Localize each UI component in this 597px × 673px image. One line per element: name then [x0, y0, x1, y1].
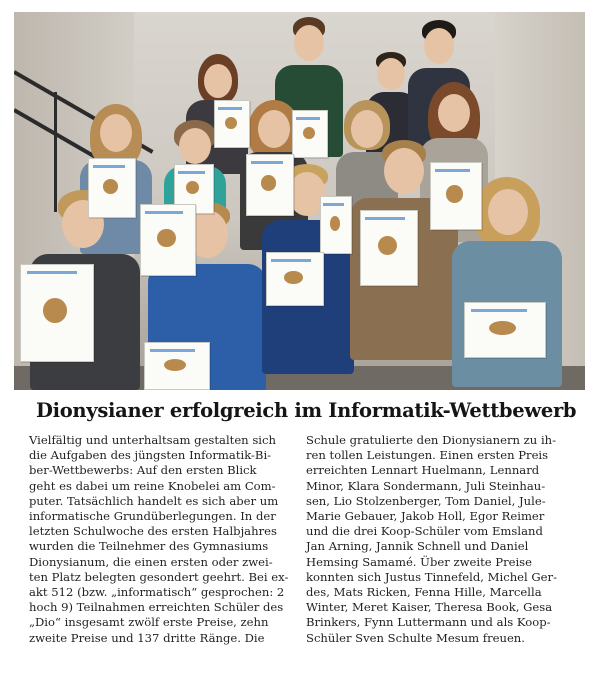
text-line: Dionysianum, die einen ersten oder zwei- [29, 554, 273, 569]
text-line: Hemsing Samamé. Über zweite Preise [306, 554, 532, 569]
text-line: und die drei Koop-Schüler vom Emsland [306, 524, 543, 539]
text-line: des, Mats Ricken, Fenna Hille, Marcella [306, 585, 542, 600]
article-column-right [306, 433, 578, 646]
text-line: Jan Arning, Jannik Schnell und Daniel [306, 539, 529, 554]
text-line: „Dio“ insgesamt zwölf erste Preise, zehn [29, 615, 269, 630]
text-line: ren tollen Leistungen. Einen ersten Preis [306, 448, 549, 463]
text-line: Minor, Klara Sondermann, Juli Steinhau- [306, 478, 546, 493]
certificate [464, 302, 546, 358]
group-photo [14, 12, 585, 390]
certificate [214, 100, 250, 148]
article-column-left [29, 433, 297, 646]
text-line: ber-Wettbewerbs: Auf den ersten Blick [29, 463, 257, 478]
certificate [20, 264, 94, 362]
text-line: puter. Tatsächlich handelt es sich aber um [29, 493, 279, 508]
certificate [144, 342, 210, 390]
text-line: wurden die Teilnehmer des Gymnasiums [29, 539, 269, 554]
certificate [246, 154, 294, 216]
certificate [430, 162, 482, 230]
text-line: zweite Preise und 137 dritte Ränge. Die [29, 630, 265, 645]
text-line: Vielfältig und unterhaltsam gestalten sich [29, 433, 276, 447]
text-line: Marie Gebauer, Jakob Holl, Egor Reimer [306, 509, 545, 524]
text-line: hoch 9) Teilnahmen erreichten Schüler des [29, 600, 284, 615]
certificate [140, 204, 196, 276]
text-line: die Aufgaben des jüngsten Informatik-Bi- [29, 448, 272, 463]
certificate [320, 196, 352, 254]
certificate [292, 110, 328, 158]
text-line: sen, Lio Stolzenberger, Tom Daniel, Jule- [306, 493, 546, 508]
text-line: Schule gratulierte den Dionysianern zu ih- [306, 433, 557, 447]
text-line: ten Platz belegten gesondert geehrt. Bei ex- [29, 569, 289, 584]
text-line: geht es dabei um reine Knobelei am Com- [29, 478, 276, 493]
text-line: erreichten Lennart Huelmann, Lennard [306, 463, 540, 478]
text-line: letzten Schulwoche des ersten Halbjahres [29, 524, 277, 539]
text-line: konnten sich Justus Tinnefeld, Michel Ger- [306, 569, 558, 584]
text-line: informatische Grundüberlegungen. In der [29, 509, 276, 524]
text-line: Brinkers, Fynn Luttermann und als Koop- [306, 615, 551, 630]
text-line: Schüler Sven Schulte Mesum freuen. [306, 630, 525, 645]
text-line: Winter, Meret Kaiser, Theresa Book, Gesa [306, 600, 553, 615]
text-line: akt 512 (bzw. „informatisch“ gesprochen: 2 [29, 585, 285, 600]
certificate [360, 210, 418, 286]
article-headline: Dionysianer erfolgreich im Informatik-Wettbewerb [36, 399, 577, 422]
certificate [266, 252, 324, 306]
certificate [88, 158, 136, 218]
